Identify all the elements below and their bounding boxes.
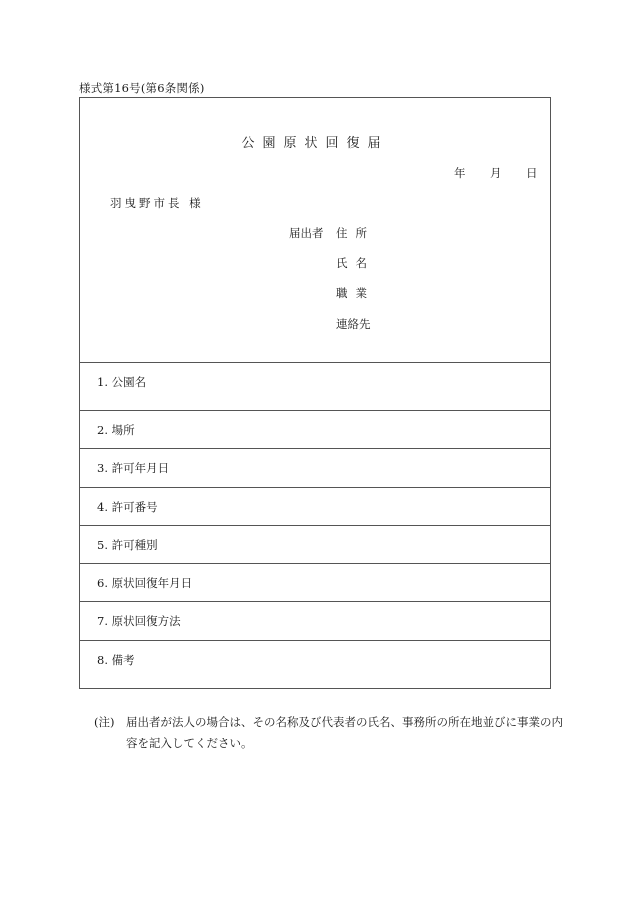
addressee: 羽曳野市長 様 [110, 196, 204, 210]
item-row-restoration-method [80, 602, 550, 641]
item-row-restoration-date [80, 564, 550, 602]
item-label: 7. 原状回復方法 [97, 614, 181, 628]
applicant-occupation-label: 職業 [336, 286, 375, 300]
date-month-label: 月 [490, 166, 502, 180]
applicant-label: 届出者 [289, 226, 324, 240]
date-day-label: 日 [526, 166, 538, 180]
date-year-label: 年 [454, 166, 466, 180]
item-label: 6. 原状回復年月日 [97, 576, 193, 590]
form-box [79, 97, 551, 689]
item-label: 1. 公園名 [97, 375, 147, 389]
item-label: 4. 許可番号 [97, 500, 158, 514]
item-label: 8. 備考 [97, 653, 135, 667]
item-row-permit-number [80, 488, 550, 526]
footnote-text: 届出者が法人の場合は、その名称及び代表者の氏名、事務所の所在地並びに事業の内容を記入してください。 [126, 715, 563, 750]
applicant-name-label: 氏名 [336, 256, 375, 270]
item-row-permit-date [80, 449, 550, 488]
item-row-remarks [80, 641, 550, 691]
form-header [80, 98, 550, 363]
item-row-permit-type [80, 526, 550, 564]
form-title: 公園原状回復届 [241, 136, 389, 151]
item-row-location [80, 411, 550, 449]
item-label: 3. 許可年月日 [97, 461, 170, 475]
item-label: 5. 許可種別 [97, 538, 158, 552]
applicant-contact-label: 連絡先 [336, 317, 371, 331]
item-label: 2. 場所 [97, 423, 135, 437]
footnote-marker: (注) [94, 715, 115, 729]
applicant-address-label: 住所 [336, 226, 375, 240]
item-row-park-name [80, 363, 550, 411]
form-number: 様式第16号(第6条関係) [79, 81, 205, 95]
